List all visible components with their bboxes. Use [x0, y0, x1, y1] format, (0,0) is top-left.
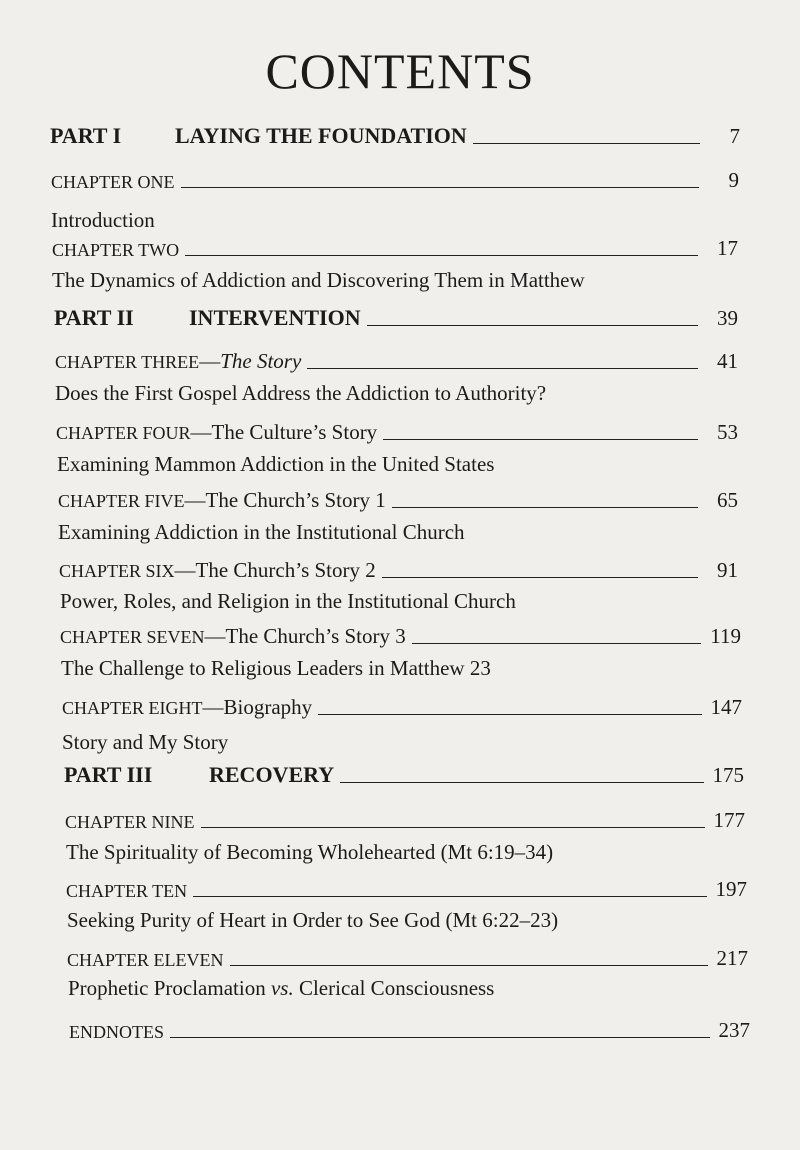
dot-leader [382, 576, 698, 578]
chapter-label: CHAPTER TWO [52, 240, 180, 260]
page-number: 175 [712, 763, 744, 787]
dot-leader [318, 713, 702, 715]
toc-entry-chapter-nine[interactable] [65, 808, 745, 833]
dot-leader [181, 186, 699, 188]
dot-leader [201, 826, 706, 828]
chapter-subtitle: Examining Mammon Addiction in the United States [57, 452, 495, 476]
chapter-label: CHAPTER TEN [66, 881, 188, 901]
dot-leader [307, 367, 698, 369]
chapter-subtitle: The Dynamics of Addiction and Discovering Them in Matthew [52, 268, 585, 292]
toc-entry-chapter-four[interactable] [56, 420, 738, 445]
toc-entry-part-1[interactable] [50, 123, 740, 149]
chapter-label: CHAPTER FIVE [58, 491, 185, 511]
page-number: 39 [717, 306, 738, 330]
chapter-label: CHAPTER FOUR [56, 423, 191, 443]
em-dash: — [190, 420, 212, 444]
page-number: 9 [728, 168, 739, 192]
chapter-subtitle: Examining Addiction in the Institutional Church [58, 520, 465, 544]
page-number: 197 [715, 877, 747, 901]
chapter-label: CHAPTER SIX [59, 561, 175, 581]
part-number: PART I [50, 123, 122, 148]
chapter-subtitle: The Spirituality of Becoming Wholehearted (Mt 6:19–34) [66, 840, 554, 864]
toc-entry-chapter-eight[interactable] [62, 695, 742, 720]
em-dash: — [174, 558, 196, 582]
page-number: 177 [713, 808, 745, 832]
toc-entry-chapter-two[interactable] [52, 236, 738, 261]
part-title: RECOVERY [209, 762, 335, 787]
dot-leader [170, 1036, 710, 1038]
chapter-title: Biography [223, 695, 313, 719]
page-title: CONTENTS [265, 43, 535, 99]
toc-entry-part-2[interactable] [54, 305, 738, 331]
part-number: PART III [64, 762, 153, 787]
page-number: 91 [717, 558, 738, 582]
toc-entry-chapter-one[interactable] [51, 168, 739, 193]
toc-entry-chapter-five[interactable] [58, 488, 738, 513]
chapter-label: CHAPTER ELEVEN [67, 950, 224, 970]
page-number: 65 [717, 488, 738, 512]
em-dash: — [184, 488, 206, 512]
dot-leader [185, 254, 698, 256]
page-number: 53 [717, 420, 738, 444]
chapter-title: The Church’s Story 3 [225, 624, 406, 648]
chapter-subtitle: Does the First Gospel Address the Addiction to Authority? [55, 381, 547, 405]
chapter-title: The Church’s Story 1 [205, 488, 386, 512]
part-number: PART II [54, 305, 134, 330]
chapter-label: CHAPTER EIGHT [62, 698, 203, 718]
chapter-subtitle: The Challenge to Religious Leaders in Matthew 23 [61, 656, 491, 680]
chapter-label: ENDNOTES [69, 1022, 164, 1042]
page-number: 17 [717, 236, 738, 260]
toc-entry-chapter-eleven[interactable] [67, 946, 748, 971]
chapter-label: CHAPTER THREE [55, 352, 200, 372]
part-title: LAYING THE FOUNDATION [175, 123, 467, 148]
em-dash: — [199, 349, 221, 373]
toc-entry-chapter-seven[interactable] [60, 624, 741, 649]
dot-leader [392, 506, 698, 508]
em-dash: — [202, 695, 224, 719]
dot-leader [340, 781, 704, 783]
dot-leader [230, 964, 709, 966]
subtitle-emphasis: vs. [270, 976, 294, 1000]
chapter-title: The Culture’s Story [211, 420, 378, 444]
chapter-subtitle: Seeking Purity of Heart in Order to See God (Mt 6:22–23) [67, 908, 559, 932]
page-number: 41 [717, 349, 738, 373]
page-number: 7 [729, 124, 740, 148]
chapter-subtitle [68, 976, 494, 1001]
toc-entry-endnotes[interactable] [69, 1018, 750, 1043]
subtitle-text: Clerical Consciousness [293, 976, 495, 1000]
chapter-label: CHAPTER NINE [65, 812, 195, 832]
dot-leader [412, 642, 701, 644]
page-number: 217 [716, 946, 748, 970]
em-dash: — [204, 624, 226, 648]
subtitle-text: Prophetic Proclamation [68, 976, 271, 1000]
toc-entry-part-3[interactable] [64, 762, 744, 788]
page-number: 119 [710, 624, 741, 648]
toc-entry-chapter-three[interactable] [55, 349, 738, 374]
chapter-title: The Church’s Story 2 [195, 558, 376, 582]
page-number: 147 [710, 695, 742, 719]
toc-entry-chapter-ten[interactable] [66, 877, 747, 902]
dot-leader [367, 324, 698, 326]
page-number: 237 [718, 1018, 750, 1042]
dot-leader [383, 438, 698, 440]
chapter-title: The Story [220, 349, 302, 373]
chapter-subtitle: Introduction [51, 208, 155, 232]
toc-entry-chapter-six[interactable] [59, 558, 738, 583]
dot-leader [473, 142, 700, 144]
chapter-label: CHAPTER ONE [51, 172, 175, 192]
chapter-subtitle: Story and My Story [62, 730, 229, 754]
part-title: INTERVENTION [189, 305, 361, 330]
dot-leader [193, 895, 707, 897]
chapter-subtitle: Power, Roles, and Religion in the Institutional Church [60, 589, 516, 613]
chapter-label: CHAPTER SEVEN [60, 627, 205, 647]
